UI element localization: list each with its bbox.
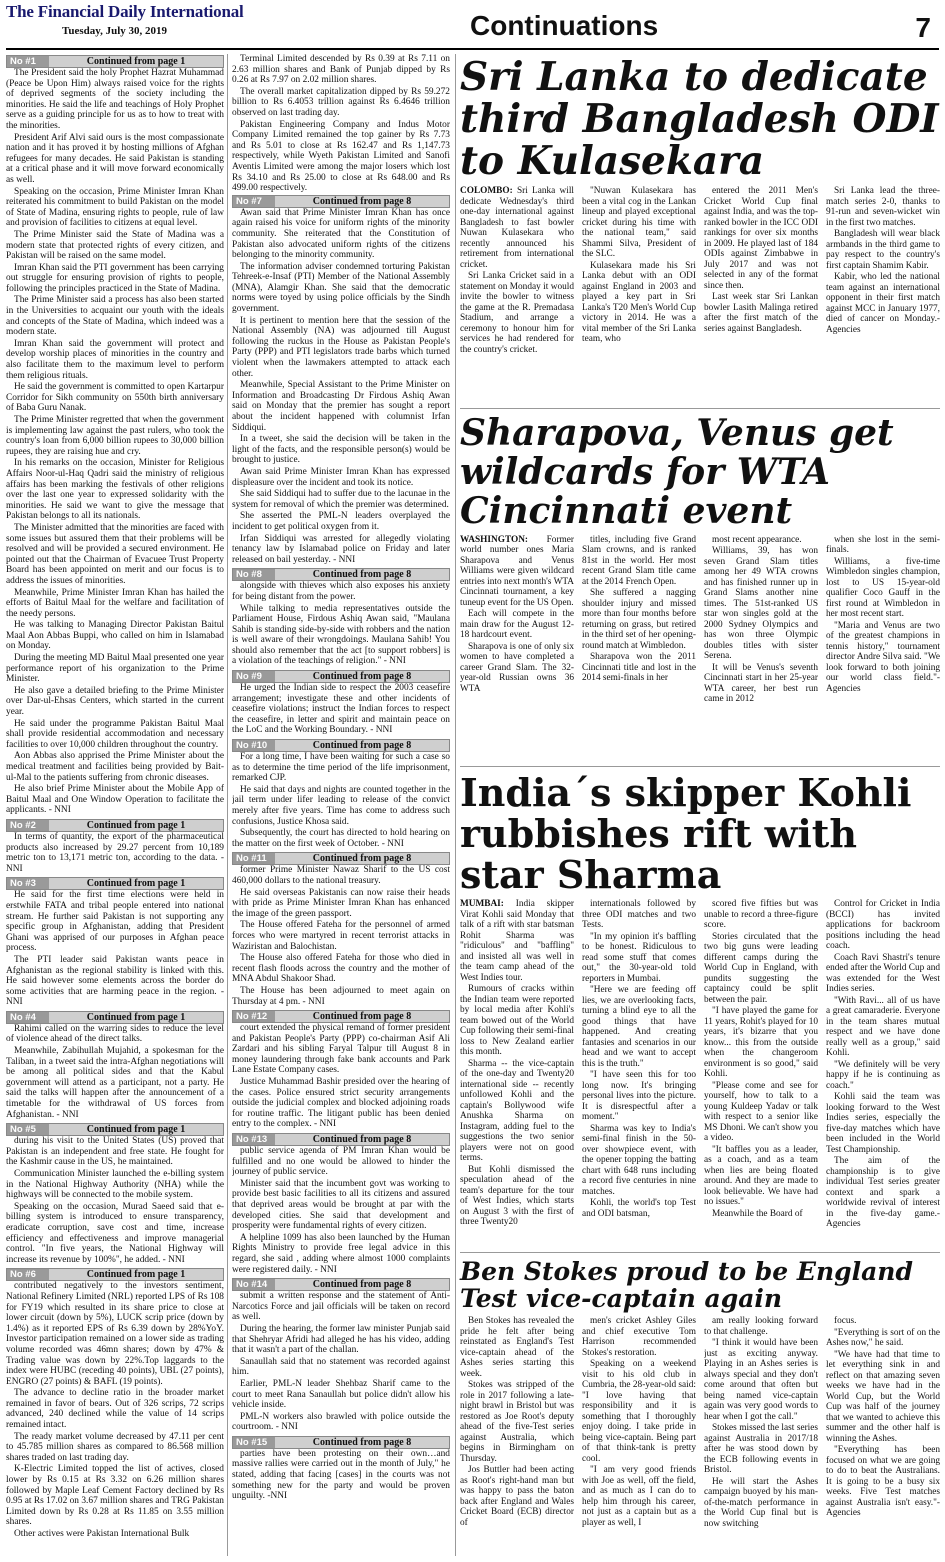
paragraph: During the meeting MD Baitul Maal presented one year performance report of his organization to the Prime Minister. — [6, 653, 224, 685]
continuation-source: Continued from page 1 — [86, 878, 186, 890]
paragraph: He said under the programme Pakistan Baitul Maal shall provide residential accommodation and necessary facilities to over 10,000 children throughout the country. — [6, 718, 224, 750]
paragraph: public service agenda of PM Imran Khan would be fulfilled and no one would be allowed to hinder the journey of public service. — [232, 1146, 450, 1178]
continuation-number: No #11 — [233, 853, 275, 864]
paragraph: "Everything has been focused on what we are going to do to beat the Australians. It is going to be a busy six weeks. Five Test matches against Australia isn't easy."-Agencies — [826, 1445, 940, 1518]
paragraph: She suffered a nagging shoulder injury and missed more than four months before returning on grass, but retired in the third set of her opening-round match at Wimbledon. — [582, 588, 696, 651]
paragraph: A helpline 1099 has also been launched by the Human Rights Ministry to provide free legal advice in this regard, she said , adding where almost 1000 complaints were registered daily. - NNI — [232, 1232, 450, 1275]
carried-over-text — [232, 54, 450, 194]
paragraph: Rahimi called on the warring sides to reduce the level of violence ahead of the direct talks. — [6, 1023, 224, 1045]
continuation-body — [232, 683, 450, 736]
paragraph: "We have had that time to let everything sink in and reflect on that amazing seven weeks we have had in the World Cup, but the World Cup was half of the journey that we wanted to achieve this summer and the other half is winning the Ashes. — [826, 1349, 940, 1444]
paragraph: "Nuwan Kulasekara has been a vital cog in the Lankan lineup and played exceptional cricket during his time with the national team," said Shammi Silva, President of the SLC. — [582, 186, 696, 260]
paragraph: The President said the holy Prophet Hazrat Muhammad (Peace be Upon Him) always raised voice for the rights of deprived segments of the society including the minorities. He said the life and teachings of Holy Prophet serve as a guiding principle for us as to how to treat with the minorities. — [6, 68, 224, 131]
paragraph: Kohli, the world's top Test and ODI batsman, — [582, 1198, 696, 1219]
paragraph: internationals followed by three ODI matches and two Tests. — [582, 899, 696, 931]
story-column — [704, 535, 818, 706]
continuation-box — [6, 1011, 224, 1120]
dateline: WASHINGTON: — [460, 534, 547, 545]
paragraph: court extended the physical remand of former president and Pakistan People's Party (PPP) co-chairman Asif Ali Zardari and his sibling Faryal Talpur till August 8 in money laundering through fake bank accounts and Park Lane Estate Company cases. — [232, 1023, 450, 1076]
paragraph: Sharma -- the vice-captain of the one-day and Twenty20 international side -- recently unfollowed Kohli and the captain's Bollywood wife Anushka Sharma on Instagram, adding fuel to the suggestions the two senior players were not on good terms. — [460, 1058, 574, 1164]
paragraph: He said the government is committed to open Kartarpur Corridor for Sikh community on 550th birth anniversary of Baba Guru Nanak. — [6, 382, 224, 414]
paragraph: men's cricket Ashley Giles and chief executive Tom Harrison recommended Stokes's restoration. — [582, 1316, 696, 1358]
paragraph: most recent appearance. — [712, 534, 802, 545]
paragraph: Ben Stokes has revealed the pride he felt after being reinstated as England's Test vice-captain ahead of the Ashes series starting this week. — [460, 1316, 574, 1379]
paragraph: While talking to media representatives outside the Parliament House, Firdous Ashiq Awan said, "Maulana Sahib is standing side-by-side with robbers and the nation is well aware of their wrongdoings. Maulana Sahib! You should also remember that the act [to support robbers] is a violation of the teachings of religion." - NNI — [232, 603, 450, 667]
continuation-box — [232, 852, 450, 1007]
story-body — [460, 1316, 940, 1530]
paragraph: "It baffles you as a leader, as a coach, and as a team when lies are being floated around. And they are made to look believable. We have had no issues." — [704, 1144, 818, 1208]
paragraph: Imran Khan said the government will protect and develop worship places of minorities in the country and also facilitate them to the maximum level to perform them religious rituals. — [6, 338, 224, 381]
continuation-source: Continued from page 8 — [312, 569, 412, 581]
paragraph: It will be Venus's seventh Cincinnati start in her 25-year WTA career, her best run came in 2012 — [704, 662, 818, 705]
story-body — [460, 186, 940, 356]
continuation-source: Continued from page 1 — [86, 56, 186, 67]
continuation-header — [232, 1436, 450, 1449]
paragraph: Other actives were Pakistan International Bulk — [14, 1529, 190, 1539]
paragraph: Kulasekara made his Sri Lanka debut with an ODI against England in 2003 and played a key part in Sri Lanka's T20 Men's World Cup victory in 2014. He was a vital member of the Sri Lanka team, who — [582, 260, 696, 345]
paragraph: scored five fifties but was unable to record a three-figure score. — [704, 899, 818, 931]
paragraph: The House also offered Fateha for those who died in recent flash floods across the country and the mother of MNA Abdul Shakoor Shad. — [232, 953, 450, 985]
continuation-header — [232, 1010, 450, 1023]
continuation-body — [232, 1449, 450, 1502]
paragraph: He urged the Indian side to respect the 2003 ceasefire arrangement; investigate these and other incidents of ceasefire violations; instruct the Indian forces to respect the ceasefire, in letter and spirit and maintain peace on the LoC and the Working Boundary. - NNI — [232, 683, 450, 736]
paragraph: He will start the Ashes campaign buoyed by his man-of-the-match performance in the World Cup final but is now switching — [704, 1476, 818, 1529]
paragraph: Meanwhile, Special Assistant to the Prime Minister on Information and Broadcasting Dr Firdous Ashiq Awan said on Monday that the premier has sought a report about the incident happened with columnist Irfan Siddiqui. — [232, 380, 450, 433]
paragraph: Communication Minister launched the e-billing system in the National Highway Authority (NHA) while the highways will be connected to the mobile system. — [6, 1169, 224, 1201]
story-body — [460, 535, 940, 706]
story-column — [582, 535, 696, 706]
continuation-box — [232, 1278, 450, 1433]
continuation-header — [6, 1268, 224, 1281]
page-number: 7 — [915, 12, 931, 43]
continuation-body — [232, 581, 450, 667]
continuation-box — [6, 1268, 224, 1539]
paragraph: The Prime Minister said a process has also been started in the Universities to acquaint our youth with the ideals and concepts of the State of Madina, which indeed was a modern state. — [6, 295, 224, 338]
story-divider — [460, 408, 940, 409]
paragraph: He said that days and nights are counted together in the jail term under lifer leading to release of the convict merely after five years. Time has come to address such confusions, Justice Khosa said. — [232, 784, 450, 827]
paragraph: President Arif Alvi said ours is the most compassionate nation and it has proved it by hosting millions of Afghan refugees for many decades. He said Pakistan is standing at a critical phase and it will move forward economically as well. — [6, 132, 224, 185]
paragraph: MUMBAI: India skipper Virat Kohli said Monday that talk of a rift with star batsman Rohit Sharma was "ridiculous" and "baffling" and insisted all was well in the team camp ahead of the West Indies tour. — [460, 899, 574, 983]
story-kohli — [460, 772, 940, 1231]
story-headline: Sri Lanka to dedicate third Bangladesh ODI to Kulasekara — [460, 54, 939, 185]
paragraph: Jos Buttler had been acting as Root's right-hand man but was happy to pass the baton back after England and Wales Cricket Board (ECB) director of — [460, 1465, 574, 1528]
continuations-column-left — [6, 54, 224, 1556]
paragraph: Justice Muhammad Bashir presided over the hearing of the cases. Police ensured strict security arrangements outside the judicial complex and blocked adjoining roads for routine traffic. The litigant public has been denied entry to the complex. - NNI — [232, 1077, 450, 1130]
paragraph: "Please come and see for yourself, how to talk to a young Kuldeep Yadav or talk with respect to a senior like MS Dhoni. We can't show you a video. — [704, 1080, 818, 1144]
paragraph: The PTI leader said Pakistan wants peace in Afghanistan as the regional stability is linked with this. He said however some elements across the border do some activities that are harming peace in the region. - NNI — [6, 954, 224, 1008]
continuation-body — [232, 1023, 450, 1130]
story-column — [826, 899, 940, 1231]
paragraph: Meanwhile, Zabihullah Mujahid, a spokesman for the Taliban, in a tweet said the intra-Afghan negotiations will be among all political sides and that the Kabul government will attend as a participant, not a party. He said the talks will happen after the announcement of a timetable for the withdrawal of US forces from Afghanistan. - NNI — [6, 1046, 224, 1120]
paragraph: The information adviser condemned torturing Pakistan Tehreek-e-Insaf (PTI) Member of the National Assembly (MNA), Alamgir Khan. She said that the democratic norms were toyed by using police officials by the Sindh government. — [232, 261, 450, 315]
continuation-number: No #15 — [233, 1437, 275, 1448]
paragraph: In his remarks on the occasion, Minister for Religious Affairs Noor-ul-Haq Qadri said the ministry of religious affairs has been marking the festivals of other religions over the last one year to expressed solidarity with the minorities. He said we want to give the message that Pakistan belongs to all its nationals. — [6, 458, 224, 522]
paragraph: The advance to decline ratio in the broader market remained in favor of bears. Out of 326 scrips, 72 scrips advanced, 240 declined while the value of 14 scrips remained intact. — [6, 1388, 224, 1431]
story-divider — [460, 766, 940, 767]
paragraph: He was talking to Managing Director Pakistan Baitul Maal Aon Abbas Buppi, who called on him in Islamabad on Monday. — [6, 620, 224, 652]
paragraph: Bangladesh will wear black armbands in the third game to pay respect to the country's first captain Shamim Kabir. — [826, 229, 940, 271]
paragraph: Kabir, who led the national team against an international opponent in their first match against MCC in January 1977, died of cancer on Monday.-Agencies — [826, 272, 940, 335]
continuation-source: Continued from page 8 — [312, 1011, 412, 1023]
continuation-number: No #12 — [233, 1011, 275, 1022]
continuation-header — [6, 1011, 224, 1024]
paragraph: entered the 2011 Men's Cricket World Cup final against India, and was the top-ranked bowler in the ICC ODI rankings for over six months in 2009. He played last of 184 ODIs against Zimbabwe in July 2017 and was not selected in any of the format since then. — [704, 186, 818, 291]
continuation-box — [232, 568, 450, 667]
paragraph: "Everything is sort of on the Ashes now," he said. — [826, 1327, 940, 1348]
paragraph: "Here we are feeding off lies, we are overlooking facts, turning a blind eye to all the good things that have happened. And creating fantasies and scenarios in our head and we want to accept this is the truth." — [582, 985, 696, 1069]
paper-name: The Financial Daily International — [6, 2, 244, 21]
paragraph: She asserted the PML-N leaders overplayed the incident to get political oxygen from it. — [232, 511, 450, 532]
continuation-body — [6, 1281, 224, 1539]
paragraph: Terminal Limited descended by Rs 0.39 at Rs 7.11 on 2.63 million shares and Bank of Punjab dipped by Rs 0.26 at Rs 7.97 on 2.02 million shares. — [232, 54, 450, 86]
paragraph: The overall market capitalization dipped by Rs 59.272 billion to Rs 6.4053 trillion against Rs 6.4646 trillion observed on last trading day. — [232, 86, 450, 118]
continuation-box — [6, 819, 224, 874]
continuation-header — [232, 1278, 450, 1291]
paragraph: The ready market volume decreased by 47.11 per cent to 45.785 million shares as compared to 86.568 million shares traded on last trading day. — [6, 1431, 224, 1463]
continuation-number: No #2 — [7, 820, 49, 831]
continuation-box — [232, 739, 450, 849]
continuation-header — [232, 195, 450, 208]
paragraph: former Prime Minister Nawaz Sharif to the US cost 460,000 dollars to the national treasury. — [232, 865, 450, 886]
paragraph: Sharapova won the 2011 Cincinnati title and lost in the 2014 semi-finals in her — [582, 652, 696, 684]
continuation-body — [232, 1146, 450, 1275]
continuation-body — [232, 752, 450, 849]
paragraph: K-Electric Limited topped the list of actives, closed lower by Rs 0.15 at Rs 3.32 on 6.26 million shares followed by Maple Leaf Cement Factory declined by Rs 0.95 at Rs 17.02 on 3.67 million shares and TRG Pakistan Limited down by Rs 0.28 at Rs 11.85 on 3.55 million shares. — [6, 1464, 224, 1528]
continuation-source: Continued from page 1 — [86, 819, 186, 831]
continuation-source: Continued from page 8 — [312, 853, 412, 865]
continuation-header — [6, 55, 224, 68]
paragraph: Williams, a five-time Wimbledon singles champion, lost to US 15-year-old qualifier Coco Gauff in the first round at Wimbledon in her most recent start. — [826, 556, 940, 620]
paper-date: Tuesday, July 30, 2019 — [62, 25, 168, 37]
story-divider — [460, 1252, 940, 1253]
continuation-source: Continued from page 1 — [86, 1269, 186, 1281]
paragraph: The Minister admitted that the minorities are faced with some issues but assured them that their problems will be resolved and will be provided a secured environment. He pointed out that the Chairman of Evacuee Trust Property Board has been appointed on merit and our focus is to address the issues of minorities. — [6, 522, 224, 586]
paragraph: Meanwhile the Board of — [712, 1208, 803, 1219]
continuation-number: No #8 — [233, 569, 275, 580]
paragraph: Sri Lanka Cricket said in a statement on Monday it would invite the bowler to witness the game at the R. Premadasa Stadium, and arrange a ceremony to honour him for services he had rendered for the country's cricket. — [460, 271, 574, 355]
story-column — [582, 186, 696, 356]
continuation-number: No #6 — [7, 1269, 49, 1280]
paragraph: Stokes missed the last series against Australia in 2017/18 after he was stood down by the ECB following events in Bristol. — [704, 1423, 818, 1475]
continuation-box — [232, 195, 450, 566]
continuation-source: Continued from page 8 — [312, 1436, 412, 1448]
continuation-body — [232, 865, 450, 1007]
paragraph: titles, including five Grand Slam crowns, and is ranked 81st in the world. Her most recent Grand Slam title came at the 2014 French Open. — [582, 534, 696, 587]
paragraph: The aim of the championship is to give individual Test series greater context and spark a worldwide revival of interest in the five-day game.-Agencies — [826, 1156, 940, 1230]
continuation-source: Continued from page 8 — [312, 671, 412, 683]
story-column — [704, 1316, 818, 1530]
paragraph: parties have been protesting on their own…and massive rallies were carried out in the month of July," he stated, adding that facing [cases] in the courts was not something new for the party and would be proven unguilty. -NNI — [232, 1448, 450, 1502]
continuation-box — [6, 55, 224, 816]
story-body — [460, 899, 940, 1231]
paragraph: Speaking on the occasion, Prime Minister Imran Khan reiterated his commitment to build Pakistan on the model of State of Madina, ensuring rights to people, rule of law and provision of facilities to citizens at equal level. — [6, 186, 224, 229]
column-divider — [455, 54, 456, 1556]
continuation-number: No #14 — [233, 1279, 275, 1290]
story-headline: Ben Stokes proud to be England Test vice-captain again — [460, 1257, 913, 1313]
continuation-number: No #4 — [7, 1012, 49, 1023]
dateline: MUMBAI: — [460, 899, 516, 910]
paragraph: Subsequently, the court has directed to hold hearing on the matter on the first week of October. - NNI — [232, 828, 450, 849]
paragraph: Rumours of cracks within the Indian team were reported by local media after Kohli's team bowed out of the World Cup following their semi-final loss to New Zealand earlier this month. — [460, 984, 574, 1058]
paragraph: He said overseas Pakistanis can now raise their heads with pride as Prime Minister Imran Khan has enhanced the image of the green passport. — [232, 887, 450, 919]
column-divider — [227, 54, 228, 1556]
continuation-box — [6, 1123, 224, 1265]
paragraph: Williams, 39, has won seven Grand Slam titles among her 49 WTA crowns and has finished runner up in Grand Slams another nine times. The 51st-ranked US star won singles gold at the 2000 Sydney Olympics and has won three Olympic doubles titles with sister Serena. — [704, 546, 818, 662]
continuation-number: No #9 — [233, 671, 275, 682]
paragraph: "I have seen this for too long now. It's bringing personal lives into the picture. It is disrespectful after a moment." — [582, 1070, 696, 1123]
continuation-box — [232, 1133, 450, 1275]
paragraph: He also brief Prime Minister about the Mobile App of Baitul Maal and One Window Operation to facilitate the applicants. - NNI — [6, 784, 224, 816]
continuation-body — [6, 1024, 224, 1120]
story-headline: India´s skipper Kohli rubbishes rift with star Sharma — [460, 770, 912, 898]
paragraph: Minister said that the incumbent govt was working to provide best basic facilities to all its citizens and assured that deprived areas would be brought at par with the developed cities. She said that development and prosperity were fundamental rights of every citizen. — [232, 1178, 450, 1232]
paragraph: am really looking forward to that challenge. — [704, 1316, 818, 1337]
paragraph: Awan said Prime Minister Imran Khan has expressed displeasure over the incident and took its notice. — [232, 466, 450, 488]
continuation-number: No #7 — [233, 196, 275, 207]
paragraph: Earlier, PML-N leader Shehbaz Sharif came to the court to meet Rana Sanaullah but police didn't allow his vehicle inside. — [232, 1378, 450, 1411]
paragraph: Each will compete in the main draw for the August 12-18 hardcourt event. — [460, 609, 574, 641]
paragraph: Stokes was stripped of the role in 2017 following a late-night brawl in Bristol but was restored as Joe Root's deputy ahead of the five-Test series against Australia, which begins in Birmingham on Thursday. — [460, 1380, 574, 1464]
story-column — [460, 899, 574, 1231]
paragraph: Sharapova is one of only six women to have completed a career Grand Slam. The 32-year-old Russian owns 36 WTA — [460, 641, 574, 694]
story-column — [826, 535, 940, 706]
paragraph: WASHINGTON: Former world number ones Maria Sharapova and Venus Williams were given wildcard entries into next month's WTA Cincinnati tournament, a key tuneup event for the US Open. — [460, 534, 574, 608]
story-column — [460, 1316, 574, 1530]
masthead-rule — [6, 48, 939, 50]
continuation-source: Continued from page 8 — [312, 740, 412, 752]
story-headline: Sharapova, Venus get wildcards for WTA Cincinnati event — [460, 412, 894, 532]
continuation-header — [232, 670, 450, 683]
paragraph: The Prime Minister regretted that when the government is implementing law against the past rulers, who took the country's loan from 6,000 billion rupees to 30,000 billion rupees, they are raising hue and cry. — [6, 415, 224, 457]
paragraph: Sri Lanka lead the three-match series 2-0, thanks to 91-run and seven-wicket win in the first two matches. — [826, 186, 940, 228]
paragraph: "I am very good friends with Joe as well, off the field, and as much as I can do to help him through his career, not just as a captain but as a player as well, I — [582, 1465, 696, 1528]
story-sri-lanka — [460, 56, 940, 356]
continuation-source: Continued from page 8 — [312, 1134, 412, 1146]
paragraph: Kohli said the team was looking forward to the West Indies series, especially the five-day matches which have been included in the World Test Championship. — [826, 1092, 940, 1155]
paragraph: During the hearing, the former law minister Punjab said that Shehryar Afridi had alleged he has his video, adding that it wasn't a part of the challan. — [232, 1323, 450, 1356]
continuation-body — [6, 1136, 224, 1265]
paragraph: She said Siddiqui had to suffer due to the lacunae in the system for removal of which the premier was determined. — [232, 489, 450, 510]
paragraph: Meanwhile, Prime Minister Imran Khan has hailed the efforts of Baitul Maal for the welfare and facilitation of the needy persons. — [6, 587, 224, 619]
dateline: COLOMBO: — [460, 186, 517, 197]
paragraph: He said for the first time elections were held in erstwhile FATA and tribal people entered into national stream. He further said Pakistan is not supporting any specific group in Afghanistan, adding that President Ghani was apprised of our purposes in Afghan peace process. — [6, 890, 224, 954]
story-column — [582, 1316, 696, 1530]
paragraph: PML-N workers also brawled with police outside the courtroom. - NNI — [232, 1411, 450, 1433]
continuation-number: No #1 — [7, 56, 49, 67]
story-column — [460, 535, 574, 706]
continuation-header — [6, 877, 224, 890]
continuation-box — [232, 670, 450, 736]
paragraph: In a tweet, she said the decision will be taken in the light of the facts, and the responsible person(s) would be brought to justice. — [232, 434, 450, 466]
paragraph: "Maria and Venus are two of the greatest champions in tennis history," tournament director Andre Silva said. "We look forward to both joining our world class field."-Agencies — [826, 620, 940, 694]
paragraph: Aon Abbas also apprised the Prime Minister about the medical treatment and facilities being provided by Bait-ul-Mal to the patients suffering from chronic diseases. — [6, 751, 224, 783]
paragraph: "In my opinion it's baffling to be honest. Ridiculous to read some stuff that comes out," the 30-year-old told reporters in Mumbai. — [582, 931, 696, 984]
paragraph: Speaking on a weekend visit to his old club in Cumbria, the 28-year-old said: "I love having that responsibility and it is something that I thoroughly enjoy doing. I take pride in being vice-captain. Being part of that think-tank is pretty cool. — [582, 1359, 696, 1464]
story-column — [582, 899, 696, 1231]
continuation-body — [232, 1291, 450, 1433]
paragraph: contributed negatively to the investors sentiment, National Refinery Limited (NRL) reported LPS of Rs 108 for FY19 which resulted in its share price to close at lower circuit (down by 5%), LUCK scrip price (down by 1.4%) as it reported EPS of Rs 6.39 down by 28%YoY. Investor participation remained on a lower side as trading volume recorded was 46mn shares; down by 47% & Trading value was down by 22%.Top laggards to the index were HUBC (receding 40 points), UBL (27 points), ENGRO (27 points) & BAFL (19 points). — [6, 1281, 224, 1387]
paragraph: Stories circulated that the two big guns were leading different camps during the World Cup in England, with pundits suggesting the captaincy could be split between the pair. — [704, 931, 818, 1005]
continuation-box — [6, 877, 224, 1008]
paragraph: Sanaullah said that no statement was recorded against him. — [232, 1356, 450, 1378]
continuation-source: Continued from page 1 — [86, 1011, 186, 1023]
continuation-box — [232, 1010, 450, 1130]
story-column — [826, 1316, 940, 1530]
paragraph: "With Ravi... all of us have a great camaraderie. Everyone in the team shares mutual respect and we have done really well as a group," said Kohli. — [826, 995, 940, 1059]
continuation-number: No #3 — [7, 878, 49, 889]
paragraph: It is pertinent to mention here that the session of the National Assembly (NA) was adjourned till August following the ruckus in the House as Pakistan People's Party (PPP) and PTI legislators trade barbs which turned violent when the lawmakers attempted to attack each other. — [232, 315, 450, 379]
paragraph: Sharma was key to India's semi-final finish in the 50-over showpiece event, with the opener topping the batting chart with 648 runs including a record five centuries in nine matches. — [582, 1123, 696, 1197]
paragraph: But Kohli dismissed the speculation ahead of the team's departure for the tour of West Indies, which starts on August 3 with the first of three Twenty20 — [460, 1164, 574, 1228]
paragraph: Control for Cricket in India (BCCI) has invited applications for backroom positions including the head coach. — [826, 899, 940, 952]
story-stokes — [460, 1258, 940, 1530]
paragraph: Speaking on the occasion, Murad Saeed said that e-billing system is introduced to ensure transparency, eradicate corruption, save cost and time, increase efficiency and effectiveness and improve managerial control. "In five years, the National Highway will increase its revenue by 100%", he added. - NNI — [6, 1201, 224, 1265]
continuation-number: No #10 — [233, 740, 275, 751]
paragraph: focus. — [834, 1316, 857, 1326]
paragraph: Pakistan Engineering Company and Indus Motor Company Limited remained the top gainer by Rs 7.73 and Rs 5.01 to close at Rs 162.47 and Rs 1,147.73 respectively, while Wyeth Pakistan Limited and Sanofi Aventis Limited were among the major losers which lost Rs 34.10 and Rs 25.00 to close at Rs 648.00 and Rs 499.00 respectively. — [232, 119, 450, 194]
continuation-body — [6, 68, 224, 816]
continuation-source: Continued from page 8 — [312, 1279, 412, 1291]
story-column — [460, 186, 574, 356]
continuation-body — [6, 890, 224, 1008]
continuation-body — [6, 832, 224, 874]
continuation-header — [232, 852, 450, 865]
continuation-body — [232, 208, 450, 566]
continuation-header — [232, 1133, 450, 1146]
story-column — [704, 186, 818, 356]
continuation-header — [232, 739, 450, 752]
story-sharapova — [460, 414, 940, 706]
continuation-number: No #5 — [7, 1124, 49, 1135]
paragraph: For a long time, I have been waiting for such a case so as to determine the time period of the life imprisonment, remarked CJP. — [232, 752, 450, 784]
paragraph: submit a written response and the statement of Anti-Narcotics Force and jail officials will be taken on record as well. — [232, 1291, 450, 1323]
continuation-source: Continued from page 8 — [312, 195, 412, 207]
story-column — [704, 899, 818, 1231]
story-column — [826, 186, 940, 356]
paragraph: Awan said that Prime Minister Imran Khan has once again raised his voice for uniform rights of the minority community. She reiterated that the Constitution of Pakistan also advocated uniform rights of the citizens belonging to the minority community. — [232, 207, 450, 261]
paragraph: He also gave a detailed briefing to the Prime Minister over Dar-ul-Ehsas Centers, which started in the current year. — [6, 685, 224, 718]
paragraph: Coach Ravi Shastri's tenure ended after the World Cup and was extended for the West Indies series. — [826, 952, 940, 995]
paragraph: Imran Khan said the PTI government has been carrying out struggle for ensuring provision of rights to people, following the principles practiced in the State of Madina. — [6, 262, 224, 294]
paragraph: during his visit to the United States (US) proved that Pakistan is an independent and free state. He fought for the Kashmir cause in the US, he maintained. — [6, 1136, 224, 1168]
paragraph: "I have played the game for 11 years, Rohit's played for 10 years, it's bizarre that you know... this from the outside when the changeroom environment is so good," said Kohli. — [704, 1006, 818, 1080]
paragraph: COLOMBO: Sri Lanka will dedicate Wednesday's third one-day international against Bangladesh to fast bowler Nuwan Kulasekara who recently announced his retirement from international cricket. — [460, 186, 574, 270]
paragraph: alongside with thieves which also exposes his anxiety for being distant from the power. — [232, 581, 450, 602]
paragraph: The Prime Minister said the State of Madina was a modern state that protected rights of every citizen, and Pakistan will be raised on the same model. — [6, 229, 224, 262]
paragraph: The House offered Fateha for the personnel of armed forces who were martyred in recent terrorist attacks in Waziristan and Balochistan. — [232, 920, 450, 952]
paragraph: "I think it would have been just as exciting anyway. Playing in an Ashes series is always special and they don't come around that often but being named vice-captain again was very good words to hear when I got the call." — [704, 1338, 818, 1422]
continuation-header — [6, 819, 224, 832]
continuation-number: No #13 — [233, 1134, 275, 1145]
continuation-header — [232, 568, 450, 581]
continuation-header — [6, 1123, 224, 1136]
paragraph: Last week star Sri Lankan bowler Lasith Malinga retired after the first match of the series against Bangladesh. — [704, 292, 818, 334]
paragraph: "We definitely will be very happy if he is continuing as coach." — [826, 1059, 940, 1091]
paragraph: In terms of quantity, the export of the pharmaceutical products also increased by 29.27 percent from 10,189 metric ton to 13,171 metric ton, according to the data. - NNI — [6, 831, 224, 874]
masthead — [6, 2, 446, 48]
paragraph: The House has been adjourned to meet again on Thursday at 4 pm. - NNI — [232, 985, 450, 1007]
continuations-column-right — [232, 54, 450, 1556]
continuation-box — [232, 1436, 450, 1502]
paragraph: Irfan Siddiqui was arrested for allegedly violating tenancy law by Islamabad police on Friday and later released on bail yesterday. - NNI — [232, 533, 450, 565]
continuation-source: Continued from page 1 — [86, 1124, 186, 1136]
paragraph: when she lost in the semi-finals. — [826, 534, 940, 556]
section-title: Continuations — [470, 10, 659, 41]
